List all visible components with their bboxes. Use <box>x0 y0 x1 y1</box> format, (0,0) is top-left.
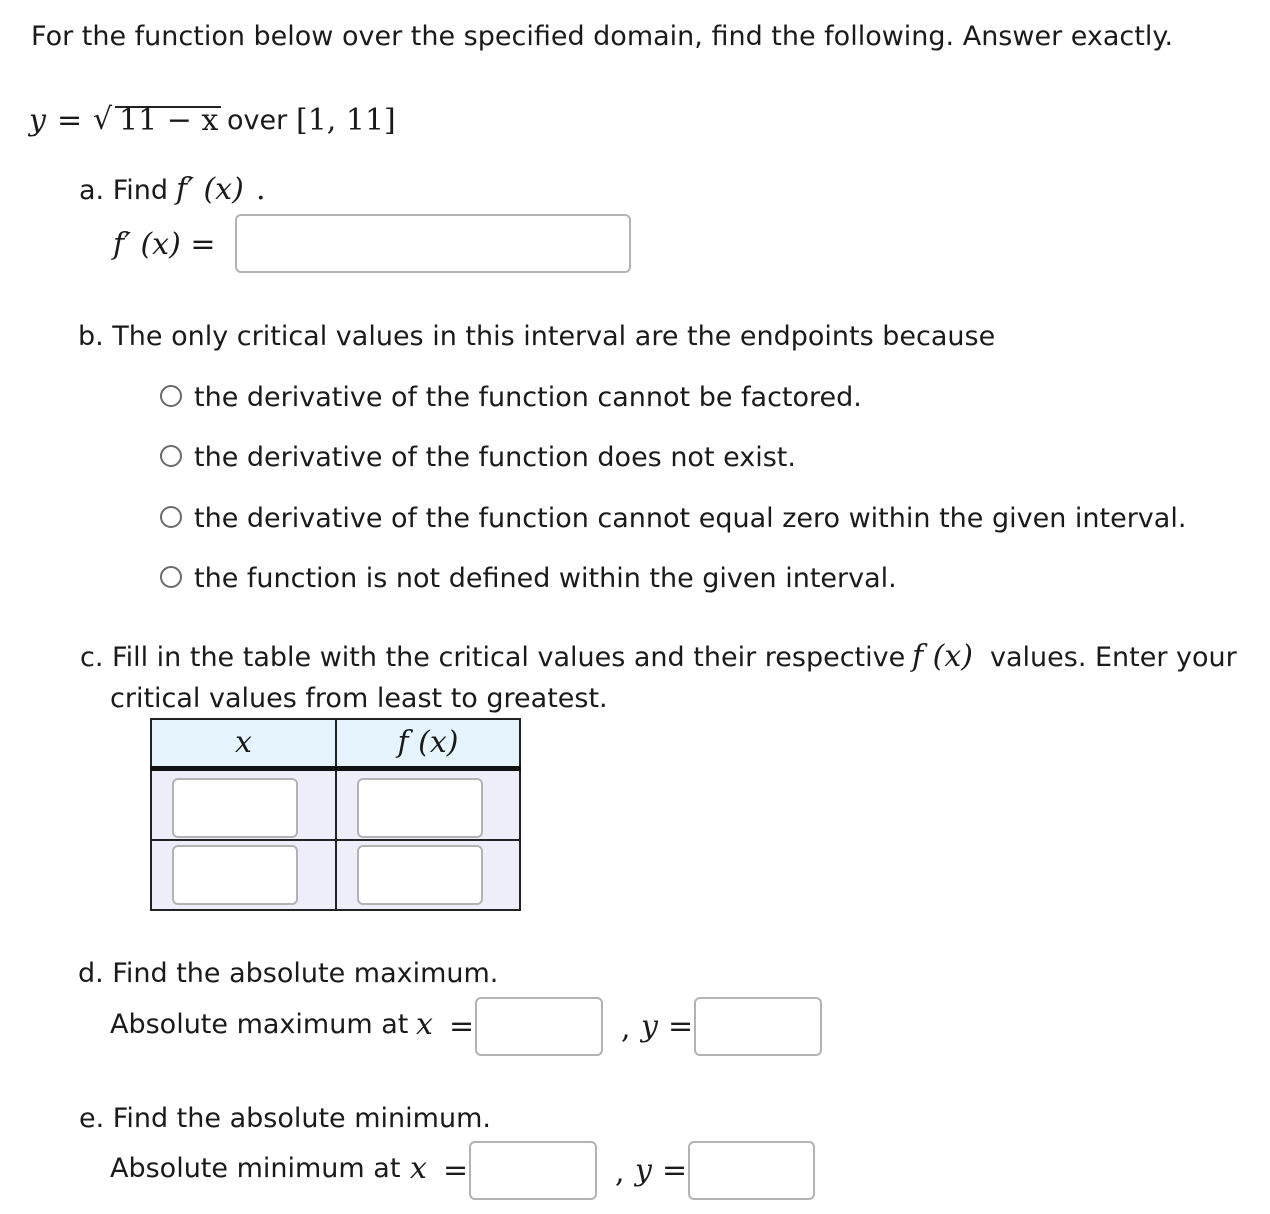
part-c-prompt-a: c. Fill in the table with the critical values and their respective <box>80 642 906 673</box>
max-y-var: y <box>641 1009 658 1044</box>
option-2-label: the derivative of the function does not exist. <box>194 442 796 473</box>
function-over-word: over <box>227 105 288 136</box>
table-row <box>151 769 520 841</box>
min-y-var: y <box>635 1153 652 1188</box>
function-equals: = <box>57 103 83 138</box>
radio-option-4[interactable] <box>160 566 182 588</box>
max-x-eq: = <box>449 1009 475 1044</box>
option-3-label: the derivative of the function cannot equal zero within the given interval. <box>194 503 1187 534</box>
min-x-input[interactable] <box>469 1141 597 1200</box>
max-x-input[interactable] <box>475 997 603 1056</box>
option-1-label: the derivative of the function cannot be factored. <box>194 382 862 413</box>
table-header-row <box>151 719 520 769</box>
part-a-prompt-expr: f′ (x) <box>176 172 244 207</box>
max-y-eq: = <box>668 1009 694 1044</box>
function-radicand: 11 − x <box>119 103 219 138</box>
table-row <box>151 840 520 910</box>
radio-option-1[interactable] <box>160 385 182 407</box>
function-interval: [1, 11] <box>296 103 396 138</box>
min-y-input[interactable] <box>688 1141 815 1200</box>
instructions-text: For the function below over the specified domain, find the following. Answer exactly. <box>31 21 1174 52</box>
part-d-prompt: d. Find the absolute maximum. <box>78 958 499 989</box>
max-comma: , <box>621 1011 631 1046</box>
header-fx: f (x) <box>336 719 520 769</box>
part-c-prompt-line2: critical values from least to greatest. <box>110 683 608 714</box>
min-x-eq: = <box>443 1153 469 1188</box>
sqrt-icon: √ <box>93 102 113 137</box>
part-b-prompt: b. The only critical values in this interval are the endpoints because <box>78 321 996 352</box>
min-y-eq: = <box>662 1153 688 1188</box>
critical-x-input-2[interactable] <box>172 845 298 905</box>
max-label: Absolute maximum at <box>110 1009 409 1040</box>
option-4-label: the function is not defined within the given interval. <box>194 563 897 594</box>
critical-fx-input-1[interactable] <box>357 778 483 838</box>
table-cell <box>151 769 336 841</box>
critical-fx-input-2[interactable] <box>357 845 483 905</box>
max-x-var: x <box>416 1007 433 1042</box>
table-cell <box>151 840 336 910</box>
critical-x-input-1[interactable] <box>172 778 298 838</box>
part-c-prompt-expr: f (x) <box>912 639 973 674</box>
part-a-lhs: f′ (x) = <box>113 227 216 262</box>
part-c-prompt-b: values. Enter your <box>990 642 1237 673</box>
radio-option-2[interactable] <box>160 445 182 467</box>
max-y-input[interactable] <box>694 997 822 1056</box>
min-comma: , <box>615 1155 625 1190</box>
radio-option-3[interactable] <box>160 506 182 528</box>
part-a-period: . <box>256 172 266 207</box>
derivative-input[interactable] <box>235 214 631 273</box>
part-a-prompt: a. Find <box>79 175 169 206</box>
part-e-prompt: e. Find the absolute minimum. <box>79 1103 491 1134</box>
header-x: x <box>151 719 336 769</box>
critical-values-table <box>150 718 521 911</box>
function-lhs: y <box>29 103 46 138</box>
min-label: Absolute minimum at <box>110 1153 401 1184</box>
table-cell <box>336 840 520 910</box>
min-x-var: x <box>410 1151 427 1186</box>
table-cell <box>336 769 520 841</box>
